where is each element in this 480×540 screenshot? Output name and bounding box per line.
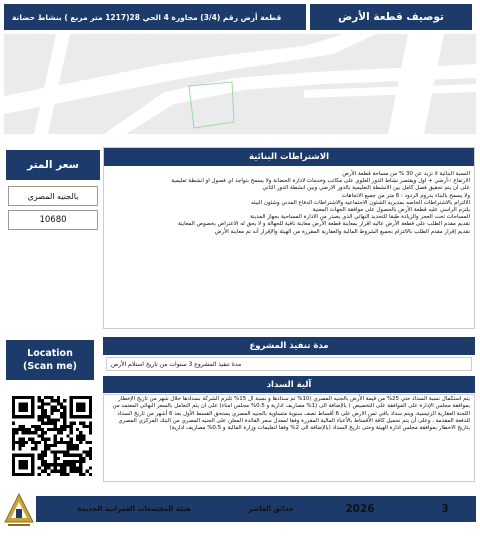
condition-line: يلتزم الراسي عليه قطعة الأرض بالحصول على موافقة الجهات المعنية	[312, 207, 470, 214]
footer-organization: هيئة المجتمعات العمرانية الجديدة	[77, 505, 191, 513]
currency-label: بالجنيه المصري	[8, 186, 98, 206]
price-per-meter-title: سعر المتر	[6, 150, 100, 180]
parcel-map	[4, 34, 476, 134]
condition-line: الالتزام بالاشتراطات الخاصه بمديريه الشئون الاجتماعيه والاشتراطات الدفاع المدني وشئون البيئه	[250, 199, 470, 206]
location-qr-code[interactable]	[12, 396, 92, 476]
page-number: 3	[441, 503, 449, 515]
qr-code-graphic	[12, 396, 92, 476]
payment-title: آلية السداد	[103, 376, 475, 393]
land-description: قطعة أرض رقم (3/4) مجاورة 4 الحي 28(1217 متر مربع ) بنشاط حضانة	[4, 4, 306, 30]
organization-logo	[4, 492, 34, 530]
execution-period-title: مدة تنفيذ المشروع	[103, 337, 475, 355]
footer-city: حدائق العاشر	[248, 505, 294, 513]
condition-line: المساحات تحت العجز والزيادة طبقا للتحديد النهائي الذي يصدر من الادارة المساحية بجهاز المدينة	[250, 214, 470, 221]
page-title: توصيف قطعة الأرض	[310, 4, 472, 30]
footer-year: 2026	[345, 503, 375, 515]
condition-line: الارتفاع :-أرضي + اول ويقتصر نشاط الدور العلوي على مكاتب وخدمات لادارة الحضانة ولا يسمح بتواجد اي فصول او انشطة تعليمية	[171, 178, 470, 185]
price-value: 10680	[8, 210, 98, 230]
execution-period-text: مدة تنفيذ المشروع 3 سنوات من تاريخ استلام الأرض	[106, 357, 472, 371]
map-graphic	[4, 34, 476, 134]
condition-line: ولا يسمح بالبناء بدروم الردود : 6 متر من جميع الاتجاهات	[341, 192, 470, 199]
payment-text: يتم استكمال نسبة السداد حتي 25% من قيمة الأرض بالجنيه المصري (10% تم سدادها و نسبة ال 15% تلتزم الشركة بسدادها خلال شهر من تاريخ الإخطار بموافقة مجلس الإدارة على الموافقة على التخصيص ) بالإضافة الى (1% مصاريف ادارية و 0.5% مجلس امناء) على ان يتم التعامل بالسعر النهائي المعتمد من اللجنة العقارية الرئيسية، ويتم سداد باقي ثمن الارض على 6 أقساط نصف سنوية متساوية بالجنيه المصري يستحق القسط الأول بعد 6 أشهر من تاريخ السداد للدفعة المقدمة ، وعلى أن يتم تحميل كافة الأقساط بالأعباء المالية المقررة وفقا لمعدل سعر الفائدة المعلن على الجنيه المصري من البنك المركزي المصري بتاريخ الاخطار بموافقة مجلس ادارة الهيئة وحتى تاريخ السداد (بالإضافة الى 2% وفقا لتعليمات وزارة المالية و 0.5% مصاريف ادارية)	[112, 396, 470, 432]
conditions-list	[108, 171, 470, 236]
location-title	[6, 340, 94, 380]
scan-me-label: (Scan me)	[23, 361, 77, 372]
condition-line: على ان يتم تحقيق فصل كامل بين الانشطة التعليمية بالدور الارضي وبين انشطة الدور الثاني	[262, 185, 470, 192]
location-label: Location	[27, 348, 73, 359]
condition-line: تقديم إقرار مقدم الطلب بالالتزام بجميع الشروط المالية والعقارية المقررة من الهيئة والإقرار أنه تم معاينة الأرض	[214, 228, 470, 235]
conditions-title: الاشتراطات البنائية	[104, 148, 474, 166]
condition-line: النسبة البنائية لا تزيد عن 30 % من مساحة قطعة الأرض	[342, 171, 470, 177]
condition-line: تقديم مقدم الطلب على قطعة الأرض عاليه اقرار بمعاينة قطعة الأرض معاينة نافية للجهالة و لا يحق له الاعتراض بخصوص المعاينة	[177, 221, 470, 228]
